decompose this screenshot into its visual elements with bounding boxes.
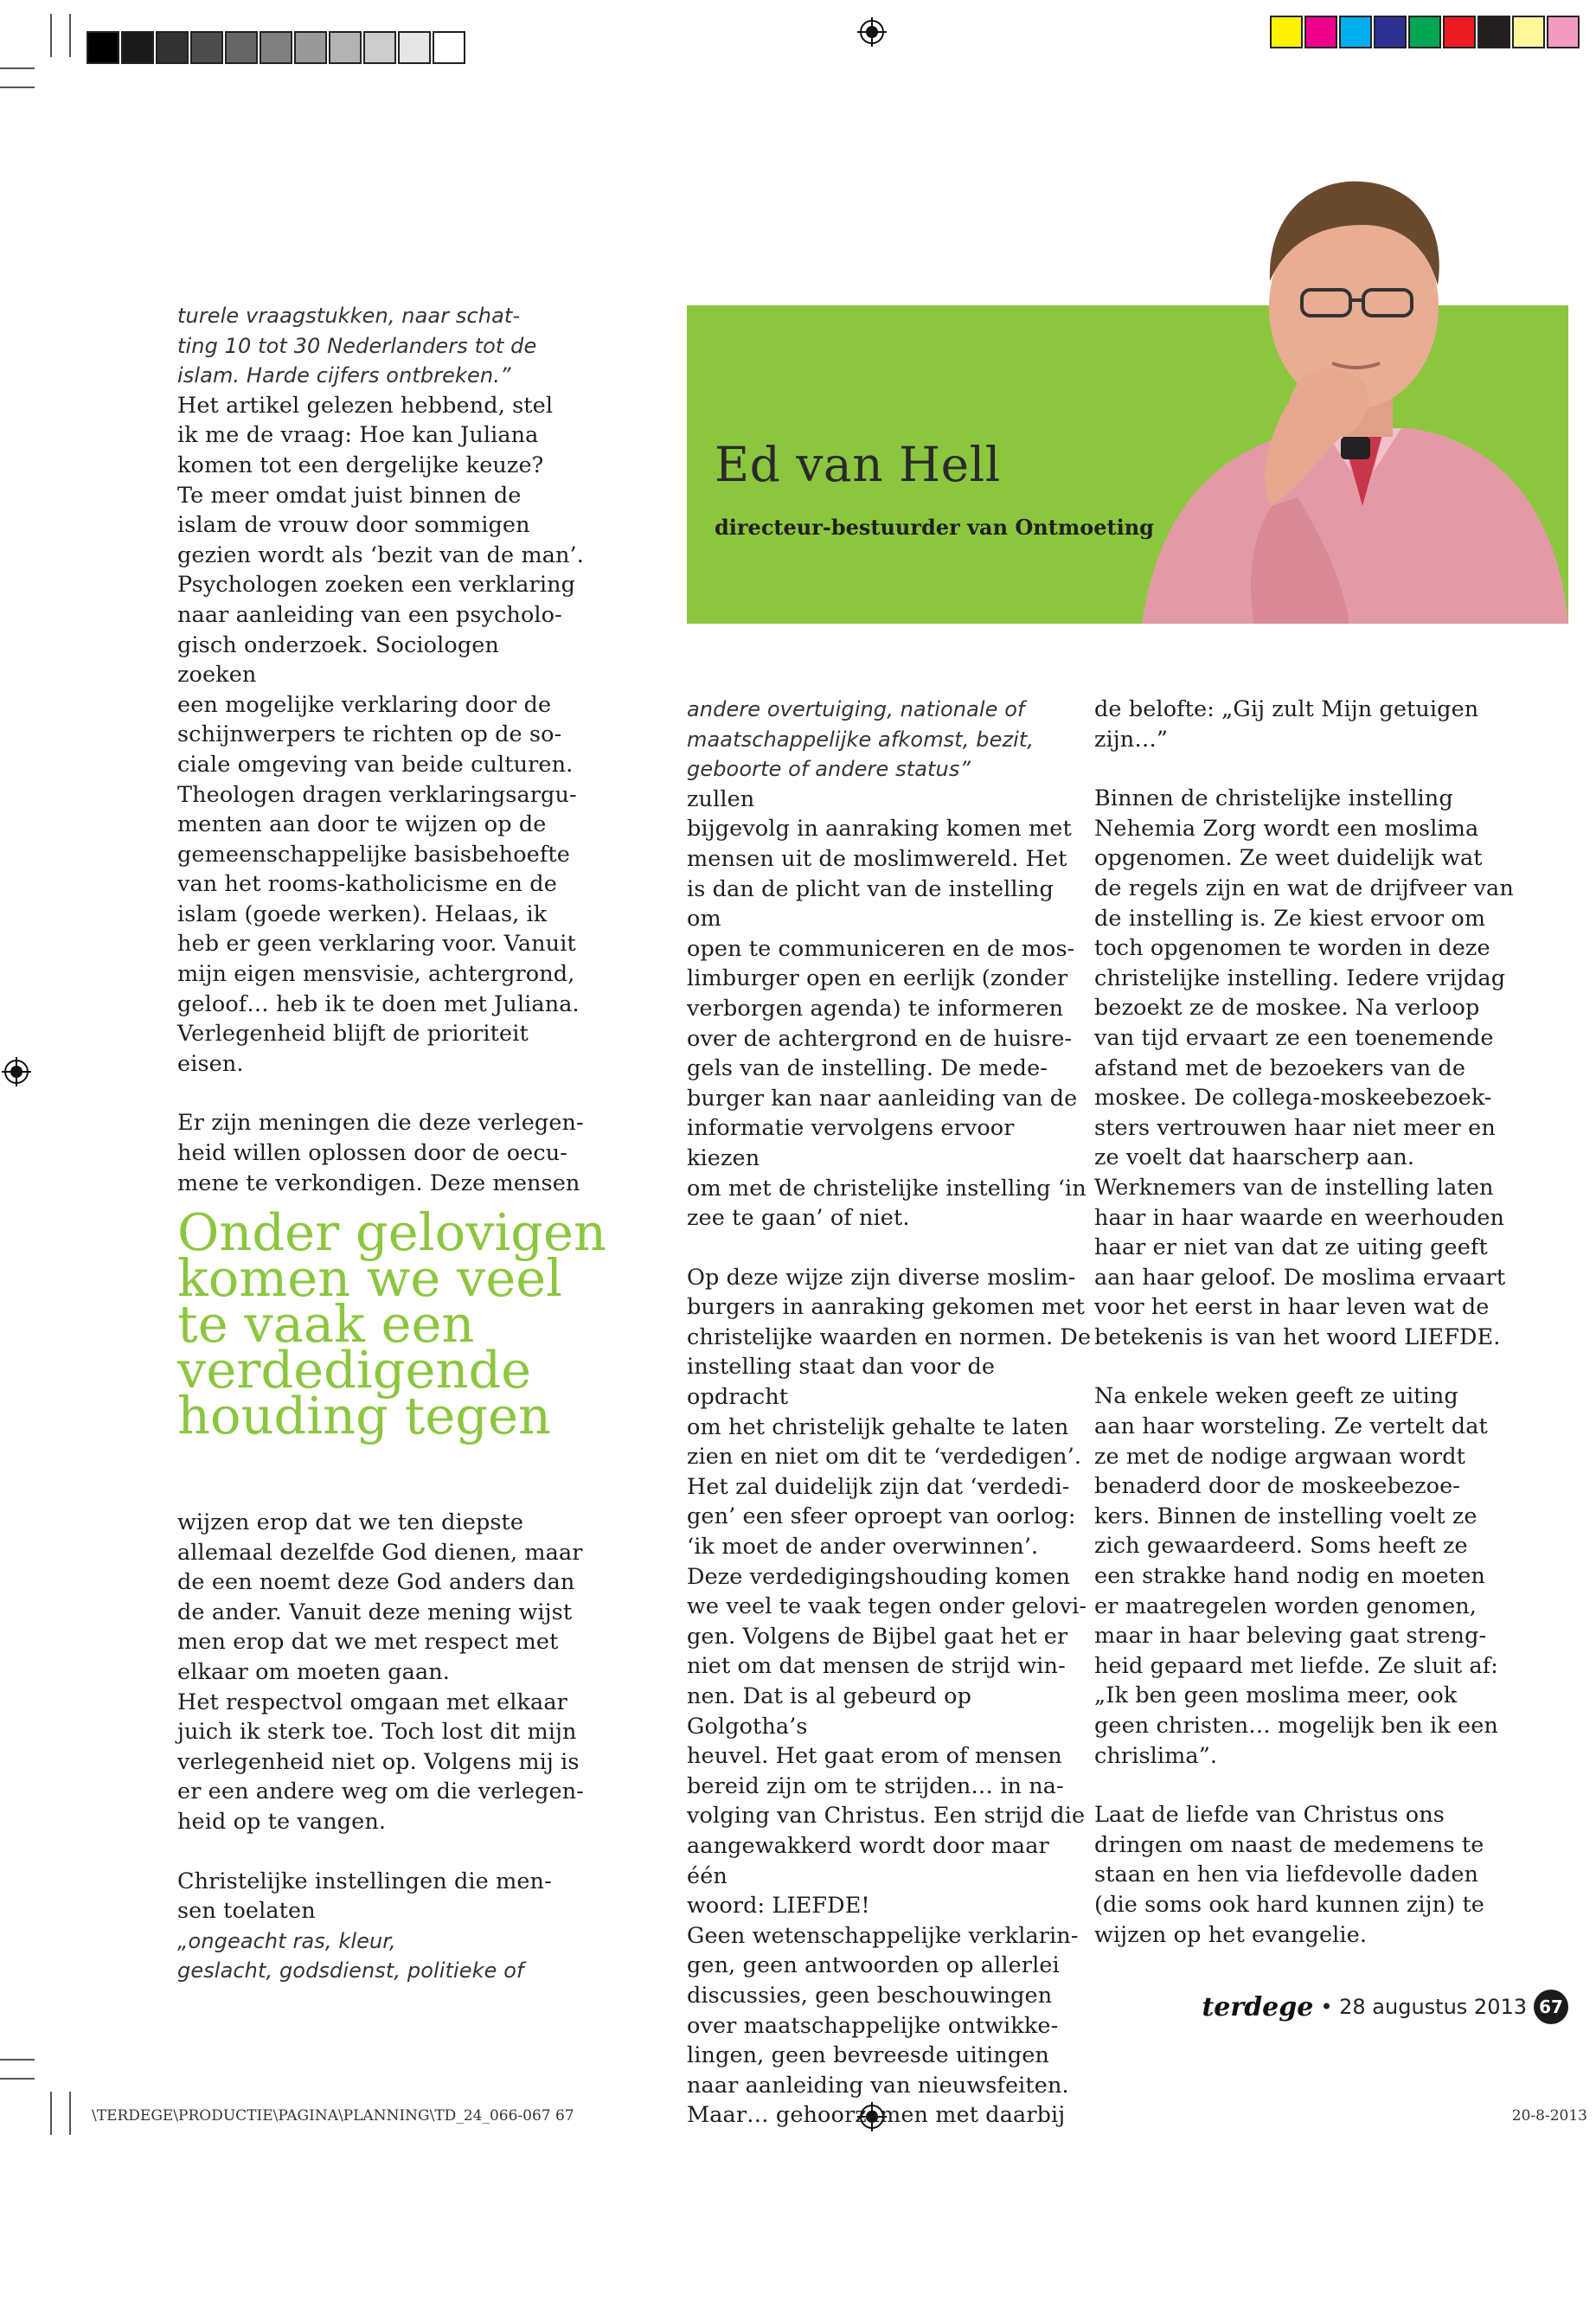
paragraph: turele vraagstukken, naar schat- ting 10 tot 30 Nederlanders tot de islam. Harde cijfers ontbreken.” [177, 304, 537, 388]
page-number: 67 [1534, 1990, 1568, 2024]
brand-logo: terdege [1202, 1991, 1314, 2022]
paragraph: andere overtuiging, nationale of maatschappelijke afkomst, bezit, geboorte of andere status” [687, 697, 1035, 782]
crop-mark [69, 2092, 71, 2135]
slug-date: 20-8-2013 [1511, 2107, 1587, 2125]
paragraph: wijzen erop dat we ten diepste allemaal dezelfde God dienen, maar de een noemt deze God anders dan de ander. Vanuit deze mening wijst men erop dat we met respect met elkaar om moeten gaan. Het respectvol omgaan met elkaar juich ik sterk toe. Toch lost dit mijn verlegenheid niet op. Volgens mij is er een andere weg om die verlegen- heid op te vangen. [177, 1509, 584, 1835]
paragraph: Laat de liefde van Christus ons dringen om naast de medemens te staan en hen via liefdevolle daden (die soms ook hard kunnen zijn) te wijzen op het evangelie. [1094, 1802, 1484, 1948]
paragraph: Binnen de christelijke instelling Nehemia Zorg wordt een moslima opgenomen. Ze weet duidelijk wat de regels zijn en wat de drijfveer van de instelling is. Ze kiest ervoor om toch opgenomen te worden in deze christelijke instelling. Iedere vrijdag bezoekt ze de moskee. Na verloop van tijd ervaart ze een toenemende afstand met de bezoekers van de moskee. De collega-moskeebezoek- sters vertrouwen haar niet meer en ze voelt dat haarscherp aan. Werknemers van de instelling laten haar in haar waarde en weerhouden haar er niet van dat ze uiting geeft aan haar geloof. De moslima ervaart voor het eerst in haar leven wat de betekenis is van het woord LIEFDE. [1094, 785, 1514, 1350]
pull-quote-line: verdedigende [177, 1340, 532, 1400]
column-3 [1094, 695, 1544, 1950]
pull-quote-line: houding tegen [177, 1386, 551, 1445]
crop-mark [50, 2092, 52, 2135]
crop-mark [0, 2078, 35, 2080]
pull-quote [177, 1202, 610, 1445]
issue-date: • 28 augustus 2013 [1320, 1995, 1527, 2019]
paragraph: Er zijn meningen die deze verlegen- heid willen oplossen door de oecu- mene te verkondigen. Deze mensen [177, 1110, 584, 1196]
crop-mark [0, 67, 35, 69]
paragraph: zullen bijgevolg in aanraking komen met mensen uit de moslimwereld. Het is dan de plicht van de instelling om open te communiceren en de mos- limburger open en eerlijk (zonder verborgen agenda) te informeren over de achtergrond en de huisre- gels van de instelling. De mede- burger kan naar aanleiding van de informatie vervolgens ervoor kiezen om met de christelijke instelling ‘in zee te gaan’ of niet. [687, 785, 1086, 1232]
pull-quote-line: Onder gelovigen [177, 1202, 606, 1262]
author-role: directeur-bestuurder van Ontmoeting [715, 515, 1154, 540]
paragraph: Het artikel gelezen hebbend, stel ik me de vraag: Hoe kan Juliana komen tot een dergelijke keuze? Te meer omdat juist binnen de islam de vrouw door sommigen gezien wordt als ‘bezit van de man’. Psychologen zoeken een verklaring naar aanleiding van een psycholo- gisch onderzoek. Sociologen zoeken een mogelijke verklaring door de schijnwerpers te richten op de so- ciale omgeving van beide culturen. Theologen dragen verklaringsargu- menten aan door te wijzen op de gemeenschappelijke basisbehoefte van het rooms-katholicisme en de islam (goede werken). Helaas, ik heb er geen verklaring voor. Vanuit mijn eigen mensvisie, achtergrond, geloof… heb ik te doen met Juliana. Verlegenheid blijft de prioriteit eisen. [177, 392, 584, 1077]
column-2 [687, 695, 1093, 2131]
paragraph: Na enkele weken geeft ze uiting aan haar worsteling. Ze vertelt dat ze met de nodige argwaan wordt benaderd door de moskeebezoe- kers. Binnen de instelling voelt ze zich gewaardeerd. Soms heeft ze een strakke hand nodig en moeten er maatregelen worden genomen, maar in haar beleving gaat streng- heid gepaard met liefde. Ze sluit af: „Ik ben geen moslima meer, ook geen christen… mogelijk ben ik een chrislima”. [1094, 1383, 1498, 1769]
registration-mark-icon [2, 1057, 31, 1086]
paragraph: Op deze wijze zijn diverse moslim- burgers in aanraking gekomen met christelijke waarden en normen. De instelling staat dan voor de opdracht om het christelijk gehalte te laten zien en niet om dit te ‘verdedigen’. Het zal duidelijk zijn dat ‘verdedi- gen’ een sfeer oproept van oorlog: ‘ik moet de ander overwinnen’. Deze verdedigingshouding komen we veel te vaak tegen onder gelovi- gen. Volgens de Bijbel gaat het er niet om dat mensen de strijd win- nen. Dat is al gebeurd op Golgotha’s heuvel. Het gaat erom of mensen bereid zijn om te strijden… in na- volging van Christus. Een strijd die aangewakkerd wordt door maar één woord: LIEFDE! Geen wetenschappelijke verklarin- gen, geen antwoorden op allerlei discussies, geen beschouwingen over maatschappelijke ontwikke- lingen, geen bevreesde uitingen naar aanleiding van nieuwsfeiten. Maar… gehoorzamen met daarbij [687, 1264, 1092, 2129]
crop-mark [69, 14, 71, 57]
crop-mark [50, 14, 52, 57]
paragraph: de belofte: „Gij zult Mijn getuigen zijn…” [1094, 696, 1479, 753]
registration-mark-icon [857, 17, 887, 47]
page-footer [1202, 1990, 1568, 2024]
author-portrait [1125, 143, 1568, 624]
crop-mark [0, 2059, 35, 2061]
slug-path: \TERDEGE\PRODUCTIE\PAGINA\PLANNING\TD_24_066-067 67 [92, 2107, 574, 2125]
column-1-continued [177, 1508, 584, 1986]
column-1 [177, 301, 584, 1198]
pull-quote-line: te vaak een [177, 1294, 475, 1354]
paragraph: „ongeacht ras, kleur, geslacht, godsdienst, politieke of [177, 1928, 524, 1984]
crop-mark [0, 87, 35, 88]
paragraph: Christelijke instellingen die men- sen toelaten [177, 1868, 552, 1925]
pull-quote-line: komen we veel [177, 1248, 563, 1308]
author-name: Ed van Hell [715, 437, 1001, 492]
